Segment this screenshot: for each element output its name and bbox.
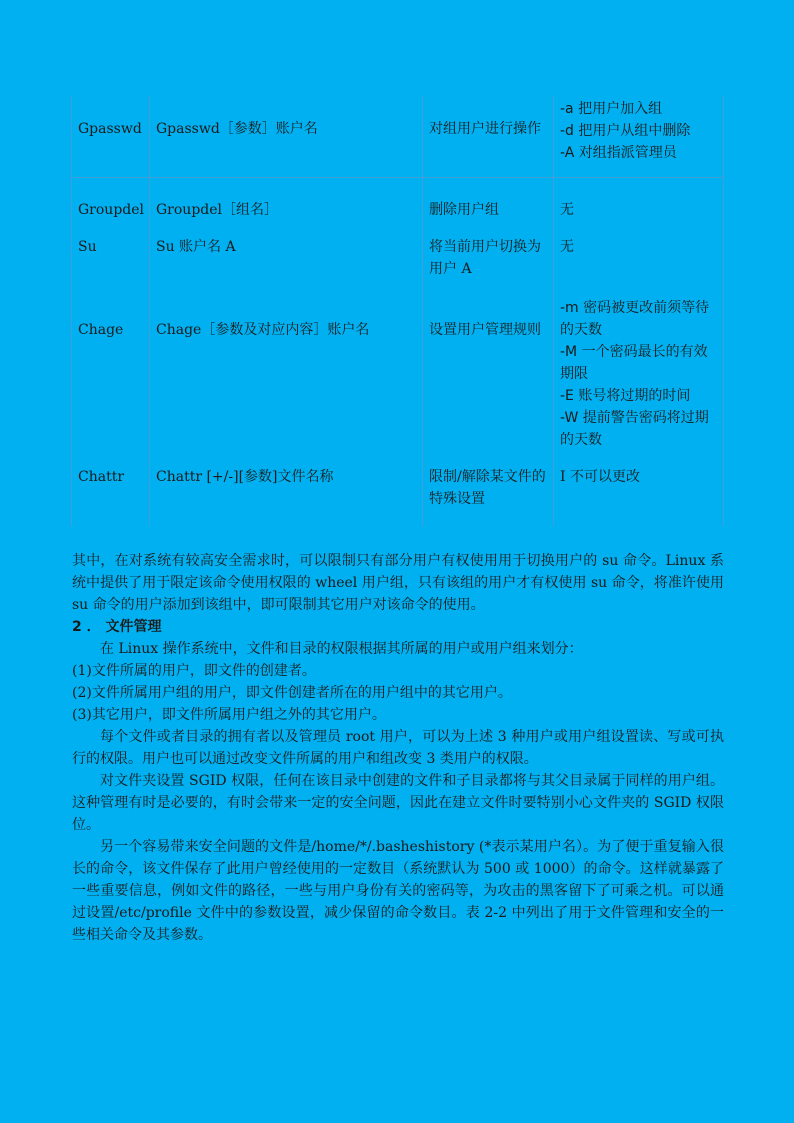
command-syntax: Chattr [+/-][参数]文件名称 [156,469,334,485]
option-text: I 不可以更改 [560,469,640,485]
option-text: -M 一个密码最长的有效期限 [560,344,708,382]
command-syntax: Su 账户名 A [156,239,236,255]
cell-description [423,96,554,177]
cell-description [423,236,554,297]
option-text: -E 账号将过期的时间 [560,388,691,404]
command-description: 删除用户组 [429,201,499,218]
cell-options [554,297,724,466]
command-name: Groupdel [78,201,145,218]
option-text: -W 提前警告密码将过期的天数 [560,410,709,448]
command-description: 限制/解除某文件的特殊设置 [429,469,546,507]
paragraph: 对文件夹设置 SGID 权限，任何在该目录中创建的文件和子目录都将与其父目录属于同样的用户组。这种管理有时是必要的，有时会带来一定的安全问题，因此在建立文件时要特别小心文件夹的 SGID 权限位。 [72,773,724,833]
cell-command [72,96,150,177]
command-table [71,96,724,526]
cell-command [72,236,150,297]
table-row [72,236,724,297]
command-syntax: Gpasswd［参数］账户名 [156,121,318,137]
option-text: -A 对组指派管理员 [560,145,677,161]
cell-options [554,236,724,297]
cell-syntax [150,96,423,177]
command-description: 对组用户进行操作 [429,121,541,137]
command-description: 将当前用户切换为用户 A [429,239,541,277]
paragraph: 其中，在对系统有较高安全需求时，可以限制只有部分用户有权使用用于切换用户的 su 命令。Linux 系统中提供了用于限定该命令使用权限的 wheel 用户组，只有该组的用户才有权使用 su 命令，将准许使用 su 命令的用户添加到该组中，即可限制其它用户对该命令的使用。 [72,553,724,613]
cell-description [423,177,554,236]
command-syntax: Chage［参数及对应内容］账户名 [156,322,370,338]
cell-syntax [150,297,423,466]
option-text: 无 [560,201,574,218]
cell-options [554,466,724,526]
table-row [72,466,724,526]
table-row [72,297,724,466]
cell-options [554,96,724,177]
command-name: Chattr [78,469,125,485]
table-row [72,177,724,236]
cell-options [554,177,724,236]
command-syntax: Groupdel［组名］ [156,201,279,218]
cell-command [72,177,150,236]
paragraph: 在 Linux 操作系统中，文件和目录的权限根据其所属的用户或用户组来划分： [100,641,583,657]
command-name: Chage [78,322,124,338]
document-body [72,550,724,946]
option-text: 无 [560,239,574,255]
command-name: Su [78,239,97,255]
cell-command [72,466,150,526]
option-text: -d 把用户从组中删除 [560,123,691,139]
cell-command [72,297,150,466]
cell-syntax [150,466,423,526]
table-row [72,96,724,177]
option-text: -a 把用户加入组 [560,101,663,117]
cell-description [423,466,554,526]
list-item: (3)其它用户，即文件所属用户组之外的其它用户。 [72,707,386,723]
cell-syntax [150,177,423,236]
list-item: (2)文件所属用户组的用户，即文件创建者所在的用户组中的其它用户。 [72,685,512,701]
command-description: 设置用户管理规则 [429,322,541,338]
paragraph: 另一个容易带来安全问题的文件是/home/*/.basheshistory (*表示某用户名）。为了便于重复输入很长的命令，该文件保存了此用户曾经使用的一定数目（系统默认为 500 或 1000）的命令。这样就暴露了一些重要信息，例如文件的路径，一些与用户身份有关的密码等，为攻击的黑客留下了可乘之机。可以通过设置/etc/profile 文件中的参数设置，减少保留的命令数目。表 2-2 中列出了用于文件管理和安全的一些相关命令及其参数。 [72,839,724,943]
option-text: -m 密码被更改前须等待的天数 [560,300,710,338]
command-name: Gpasswd [78,121,142,137]
list-item: (1)文件所属的用户，即文件的创建者。 [72,663,316,679]
cell-description [423,297,554,466]
section-heading: 2 ． 文件管理 [72,619,162,635]
cell-syntax [150,236,423,297]
paragraph: 每个文件或者目录的拥有者以及管理员 root 用户，可以为上述 3 种用户或用户组设置读、写或可执行的权限。用户也可以通过改变文件所属的用户和组改变 3 类用户的权限。 [72,729,724,767]
